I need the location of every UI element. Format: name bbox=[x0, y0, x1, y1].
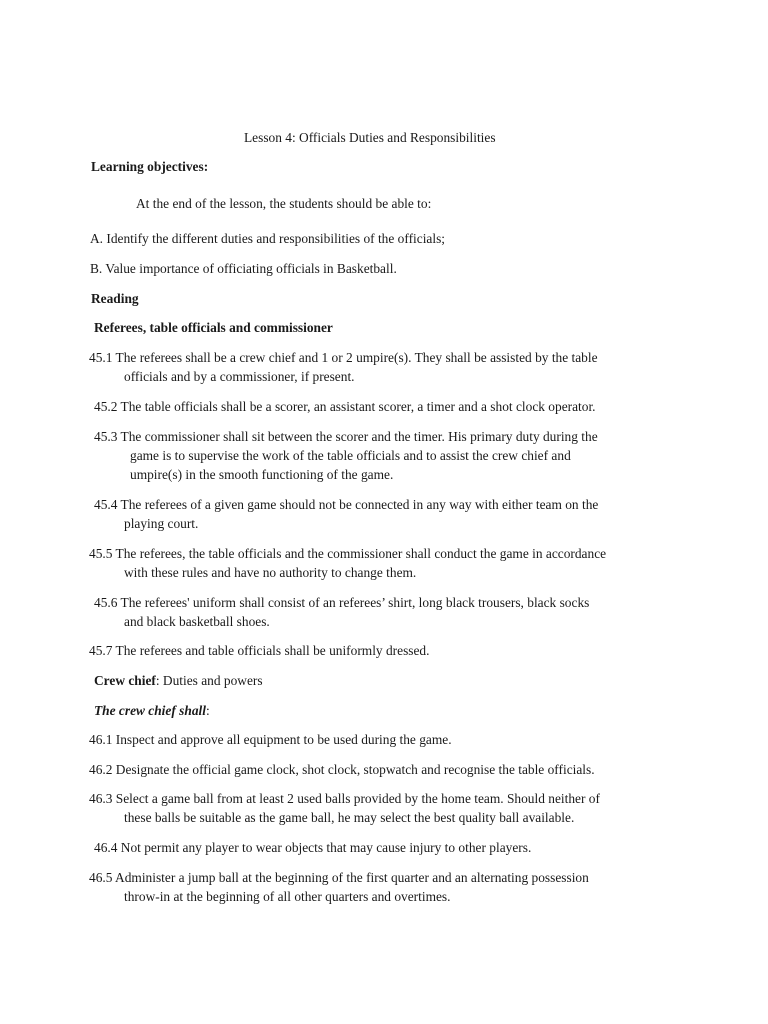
rule-45-4-line-1: 45.4 The referees of a given game should not be connected in any way with either team on the bbox=[94, 497, 599, 512]
rule-45-3-line-3: umpire(s) in the smooth functioning of the game. bbox=[130, 467, 394, 482]
rule-46-2: 46.2 Designate the official game clock, shot clock, stopwatch and recognise the table officials. bbox=[89, 762, 595, 777]
page-title: Lesson 4: Officials Duties and Responsibilities bbox=[244, 130, 496, 145]
rule-45-3-line-2: game is to supervise the work of the table officials and to assist the crew chief and bbox=[130, 448, 571, 463]
rule-45-7: 45.7 The referees and table officials shall be uniformly dressed. bbox=[89, 643, 430, 658]
crew-chief-heading bbox=[94, 671, 263, 690]
rule-45-6-line-1: 45.6 The referees' uniform shall consist of an referees’ shirt, long black trousers, black socks bbox=[94, 595, 590, 610]
crew-chief-intro-rest: : bbox=[205, 703, 210, 718]
objective-item: A. Identify the different duties and responsibilities of the officials; bbox=[90, 231, 446, 246]
rule-45-1-line-1: 45.1 The referees shall be a crew chief and 1 or 2 umpire(s). They shall be assisted by the table bbox=[89, 350, 598, 365]
crew-chief-intro bbox=[94, 701, 210, 720]
rule-46-1: 46.1 Inspect and approve all equipment to be used during the game. bbox=[89, 732, 452, 747]
crew-chief-heading-bold: Crew chief bbox=[94, 673, 156, 688]
objectives-intro: At the end of the lesson, the students should be able to: bbox=[136, 196, 432, 211]
rule-45-4-line-2: playing court. bbox=[124, 516, 199, 531]
crew-chief-heading-rest: : Duties and powers bbox=[155, 673, 263, 688]
reading-heading: Reading bbox=[91, 291, 139, 306]
rule-46-5-line-1: 46.5 Administer a jump ball at the beginning of the first quarter and an alternating possession bbox=[89, 870, 589, 885]
reading-subheading: Referees, table officials and commissioner bbox=[94, 320, 333, 335]
rule-45-5-line-1: 45.5 The referees, the table officials and the commissioner shall conduct the game in accordance bbox=[89, 546, 607, 561]
rule-46-5-line-2: throw-in at the beginning of all other quarters and overtimes. bbox=[124, 889, 451, 904]
rule-45-3-line-1: 45.3 The commissioner shall sit between the scorer and the timer. His primary duty during the bbox=[94, 429, 598, 444]
rule-46-4: 46.4 Not permit any player to wear objects that may cause injury to other players. bbox=[94, 840, 532, 855]
objectives-heading: Learning objectives: bbox=[91, 159, 209, 174]
objective-item: B. Value importance of officiating officials in Basketball. bbox=[90, 261, 397, 276]
rule-45-1-line-2: officials and by a commissioner, if present. bbox=[124, 369, 355, 384]
rule-45-2: 45.2 The table officials shall be a scorer, an assistant scorer, a timer and a shot clock operator. bbox=[94, 399, 596, 414]
rule-45-5-line-2: with these rules and have no authority to change them. bbox=[124, 565, 417, 580]
crew-chief-intro-bold: The crew chief shall bbox=[94, 703, 206, 718]
rule-45-6-line-2: and black basketball shoes. bbox=[124, 614, 270, 629]
rule-46-3-line-2: these balls be suitable as the game ball, he may select the best quality ball available. bbox=[124, 810, 575, 825]
rule-46-3-line-1: 46.3 Select a game ball from at least 2 used balls provided by the home team. Should neither of bbox=[89, 791, 600, 806]
